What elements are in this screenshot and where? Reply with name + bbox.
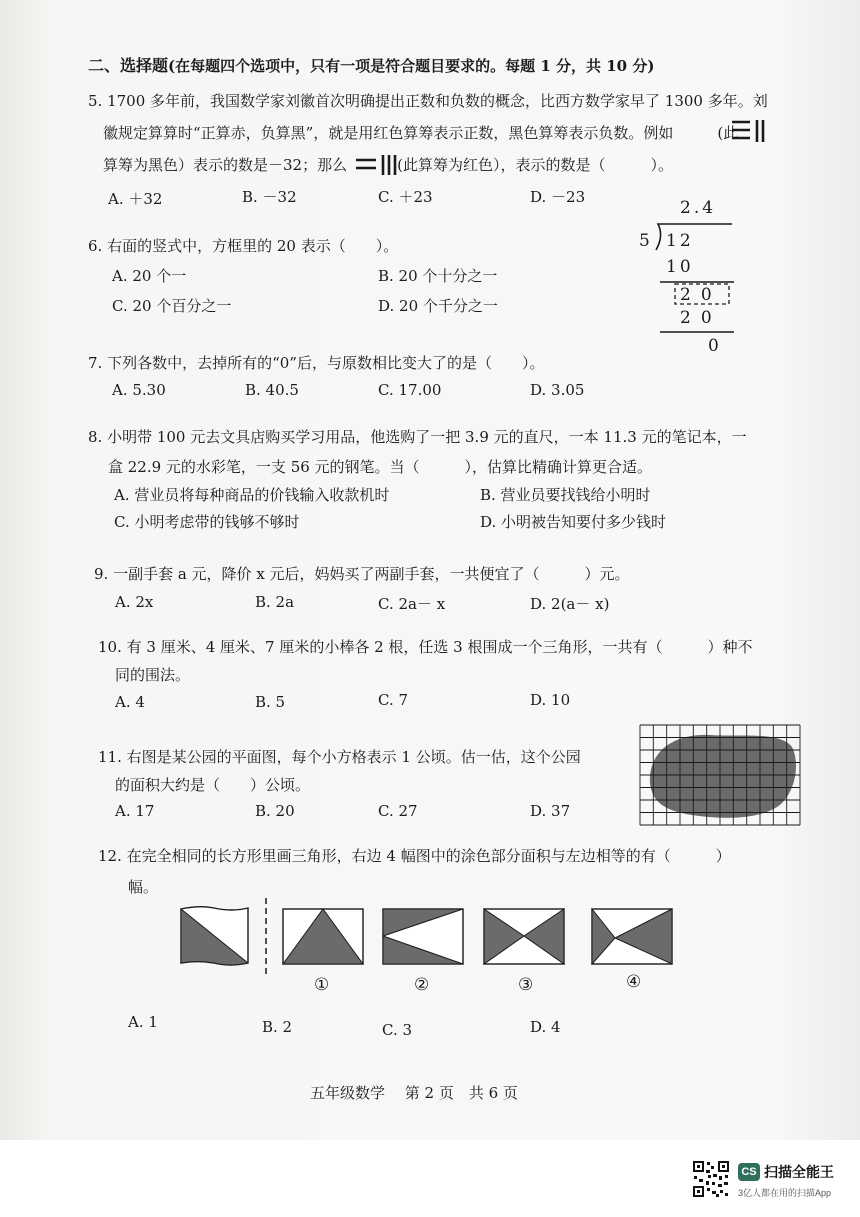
q12-figure-2 bbox=[382, 908, 466, 966]
scanner-app-name: 扫描全能王 bbox=[764, 1164, 834, 1180]
q6-option-d: D. 20 个千分之一 bbox=[378, 297, 498, 315]
division-quotient: 2.4 bbox=[680, 198, 717, 218]
division-remainder: 0 bbox=[708, 336, 719, 356]
division-line-2 bbox=[660, 330, 736, 334]
q11-line2: 的面积大约是（ ）公顷。 bbox=[115, 776, 311, 794]
q10-option-d: D. 10 bbox=[530, 691, 571, 709]
scanner-logo-icon: CS bbox=[738, 1163, 760, 1181]
q11-option-c: C. 27 bbox=[378, 802, 418, 820]
q12-reference-rect bbox=[180, 905, 250, 967]
q10-line1: 10. 有 3 厘米、4 厘米、7 厘米的小棒各 2 根，任选 3 根围成一个三角形，一共有（ ）种不 bbox=[98, 638, 753, 656]
q12-option-d: D. 4 bbox=[530, 1018, 561, 1036]
q12-dashed-divider bbox=[264, 898, 268, 978]
park-grid-figure bbox=[640, 725, 800, 827]
q11-line1: 11. 右图是某公园的平面图，每个小方格表示 1 公顷。估一估，这个公园 bbox=[98, 748, 581, 766]
q5-option-d: D. －23 bbox=[530, 188, 586, 206]
q12-label-4: ④ bbox=[626, 972, 642, 992]
q10-line2: 同的围法。 bbox=[115, 666, 191, 684]
q6-option-c: C. 20 个百分之一 bbox=[112, 297, 232, 315]
q11-option-b: B. 20 bbox=[255, 802, 295, 820]
q9-stem: 9. 一副手套 a 元，降价 x 元后，妈妈买了两副手套，一共便宜了（ ）元。 bbox=[94, 565, 630, 583]
q5-option-c: C. ＋23 bbox=[378, 188, 433, 206]
division-subtrahend-1: 10 bbox=[666, 257, 694, 277]
q8-option-a: A. 营业员将每种商品的价钱输入收款机时 bbox=[114, 486, 390, 504]
q12-line1: 12. 在完全相同的长方形里画三角形，右边 4 幅图中的涂色部分面积与左边相等的有（ ） bbox=[98, 847, 731, 865]
division-boxed-20: 20 bbox=[680, 285, 722, 305]
q8-option-d: D. 小明被告知要付多少钱时 bbox=[480, 513, 667, 531]
q12-option-b: B. 2 bbox=[262, 1018, 293, 1036]
q12-label-3: ③ bbox=[518, 975, 534, 995]
q8-option-c: C. 小明考虑带的钱够不够时 bbox=[114, 513, 300, 531]
q7-option-c: C. 17.00 bbox=[378, 381, 442, 399]
section-title: 二、选择题(在每题四个选项中，只有一项是符合题目要求的。每题 1 分，共 10 分) bbox=[88, 56, 655, 75]
q8-option-b: B. 营业员要找钱给小明时 bbox=[480, 486, 651, 504]
q12-figure-1 bbox=[282, 908, 366, 966]
q10-option-a: A. 4 bbox=[115, 693, 145, 711]
q12-option-a: A. 1 bbox=[128, 1013, 158, 1031]
q5-option-a: A. ＋32 bbox=[108, 190, 163, 208]
rod-numeral-black bbox=[730, 118, 770, 146]
division-dividend: 12 bbox=[666, 231, 694, 251]
division-subtrahend-2: 20 bbox=[680, 308, 722, 328]
q5-line3: 算筹为黑色）表示的数是－32；那么 (此算筹为红色），表示的数是（ ）。 bbox=[103, 156, 673, 174]
q12-option-c: C. 3 bbox=[382, 1021, 413, 1039]
rod-numeral-red bbox=[354, 152, 402, 178]
q10-option-c: C. 7 bbox=[378, 691, 409, 709]
q6-option-a: A. 20 个一 bbox=[112, 267, 187, 285]
division-divisor: 5 bbox=[639, 231, 650, 251]
q7-option-b: B. 40.5 bbox=[245, 381, 299, 399]
q7-stem: 7. 下列各数中，去掉所有的“0”后，与原数相比变大了的是（ ）。 bbox=[88, 354, 545, 372]
q12-label-2: ② bbox=[414, 975, 430, 995]
scanner-footer-bar bbox=[0, 1140, 860, 1217]
scanner-tagline: 3亿人都在用的扫描App bbox=[738, 1188, 832, 1198]
q8-line1: 8. 小明带 100 元去文具店购买学习用品，他选购了一把 3.9 元的直尺，一本 11.3 元的笔记本，一 bbox=[88, 428, 747, 446]
q12-label-1: ① bbox=[314, 975, 330, 995]
q5-line2: 徽规定算算时“正算赤，负算黑”，就是用红色算筹表示正数，黑色算筹表示负数。例如 (此 bbox=[103, 124, 739, 142]
q12-figure-3 bbox=[483, 908, 567, 966]
q11-option-a: A. 17 bbox=[115, 802, 155, 820]
q5-option-b: B. －32 bbox=[242, 188, 297, 206]
q12-line2: 幅。 bbox=[128, 878, 159, 896]
q9-option-b: B. 2a bbox=[255, 593, 295, 611]
q9-option-a: A. 2x bbox=[115, 593, 154, 611]
q5-line1: 5. 1700 多年前，我国数学家刘徽首次明确提出正数和负数的概念，比西方数学家早了 1300 多年。刘 bbox=[88, 92, 768, 110]
q9-option-c: C. 2a－ x bbox=[378, 595, 446, 613]
q12-figure-4 bbox=[591, 908, 675, 966]
q10-option-b: B. 5 bbox=[255, 693, 286, 711]
qr-code-icon bbox=[692, 1160, 730, 1198]
q6-stem: 6. 右面的竖式中，方框里的 20 表示（ ）。 bbox=[88, 237, 399, 255]
page-footer: 五年级数学 第 2 页 共 6 页 bbox=[310, 1084, 518, 1102]
q11-option-d: D. 37 bbox=[530, 802, 571, 820]
q7-option-a: A. 5.30 bbox=[112, 381, 166, 399]
q8-line2: 盒 22.9 元的水彩笔，一支 56 元的钢笔。当（ ），估算比精确计算更合适。 bbox=[108, 458, 653, 476]
q9-option-d: D. 2(a－ x) bbox=[530, 595, 610, 613]
q7-option-d: D. 3.05 bbox=[530, 381, 585, 399]
q6-option-b: B. 20 个十分之一 bbox=[378, 267, 498, 285]
